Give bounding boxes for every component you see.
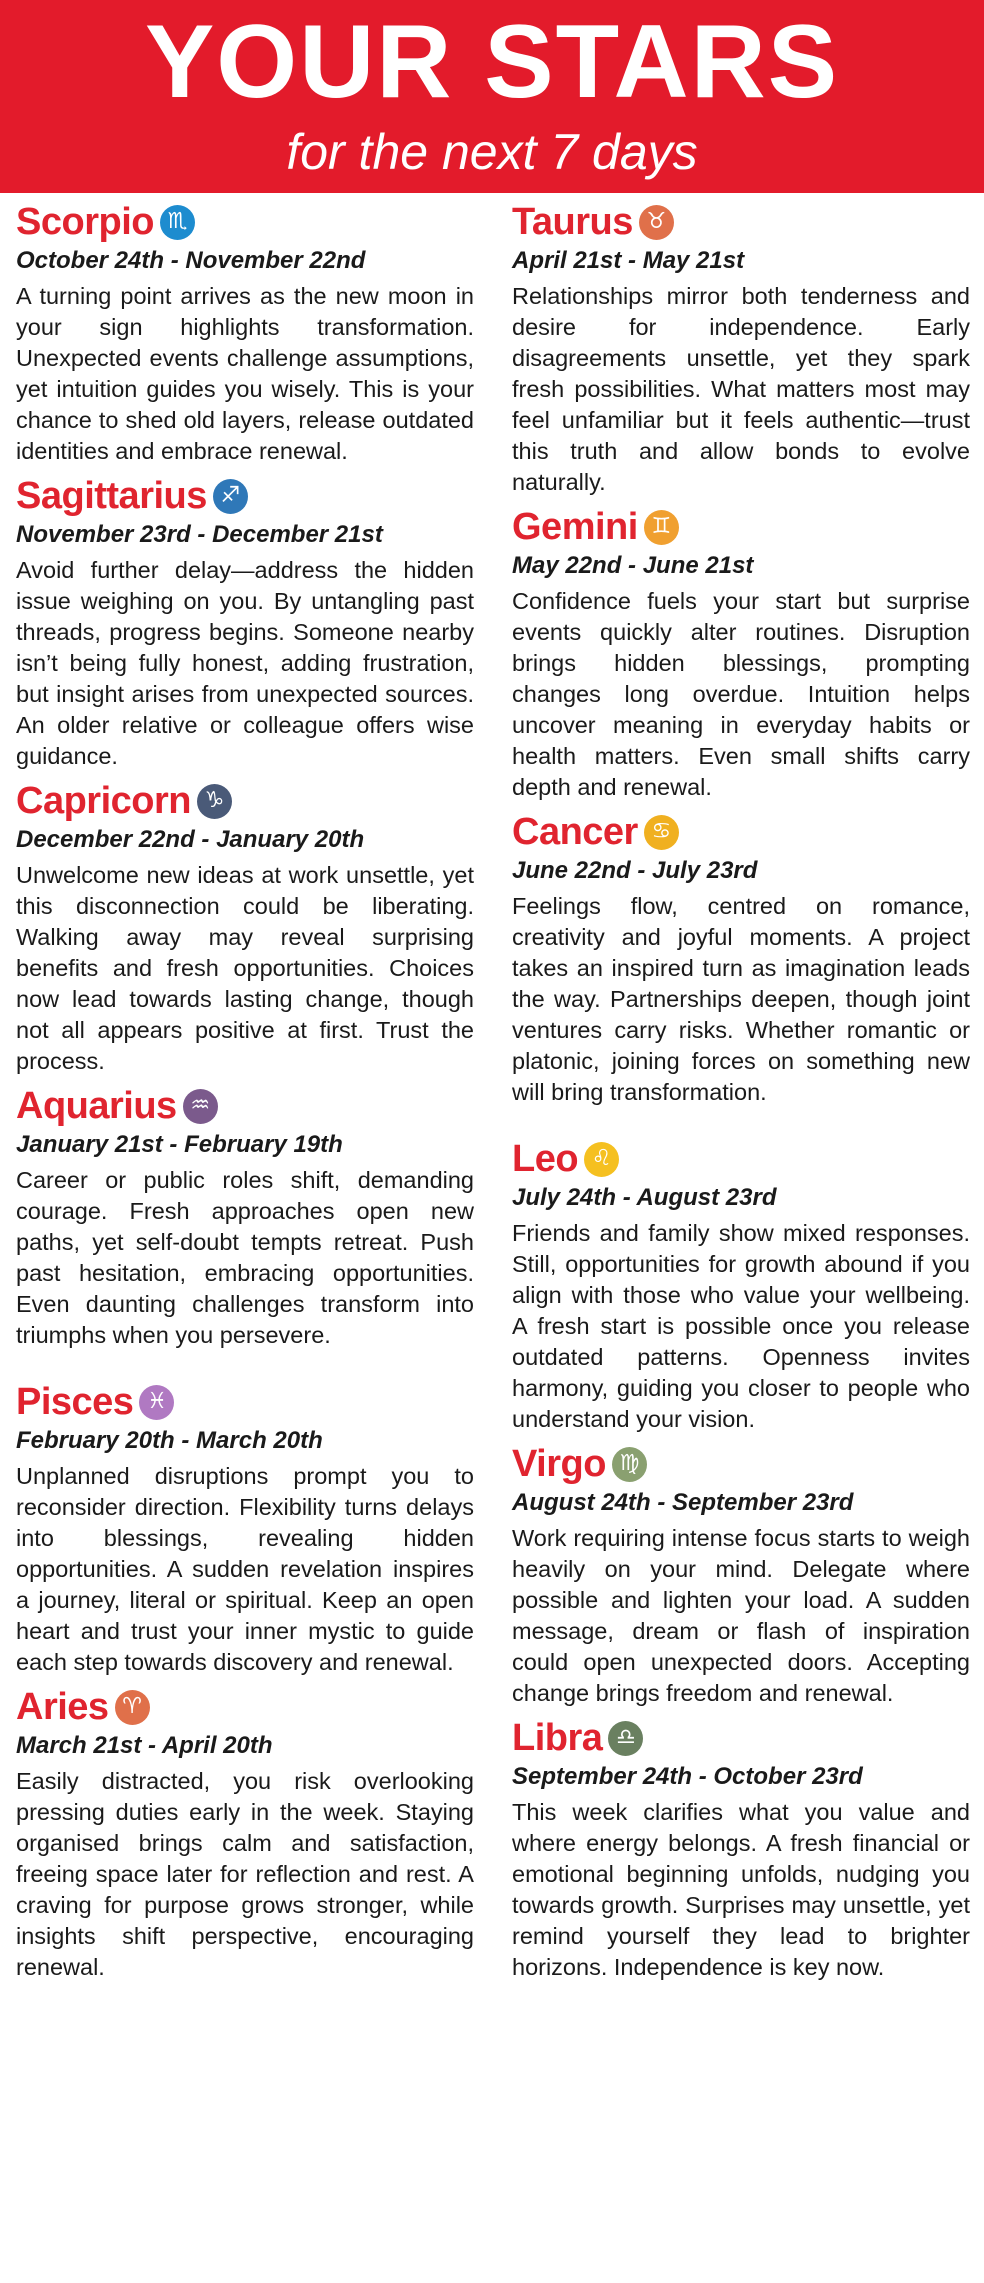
sign-gemini — [512, 502, 970, 803]
sign-name: Scorpio — [16, 200, 154, 243]
left-column — [16, 193, 474, 1983]
sign-name: Pisces — [16, 1380, 134, 1423]
sign-dates: September 24th - October 23rd — [512, 1763, 863, 1790]
sign-heading — [16, 471, 474, 521]
sign-dates: June 22nd - July 23rd — [512, 857, 758, 884]
sign-name: Aries — [16, 1685, 109, 1728]
sign-heading — [512, 1713, 970, 1763]
sign-heading — [16, 1377, 474, 1427]
sign-heading — [512, 197, 970, 247]
taurus-icon: ♉ — [639, 205, 674, 240]
pisces-icon: ♓ — [139, 1385, 174, 1420]
sign-name: Leo — [512, 1137, 579, 1180]
capricorn-icon: ♑ — [197, 784, 232, 819]
horoscope-columns — [0, 193, 984, 1983]
page-title: YOUR STARS — [144, 4, 840, 120]
aries-icon: ♈ — [115, 1690, 150, 1725]
virgo-icon: ♍ — [612, 1447, 647, 1482]
sign-forecast: Feelings flow, centred on romance, creativity and joyful moments. A project takes an inspired turn as imagination leads the way. Partnerships deepen, though joint ventures carry risks. Whether romantic or platonic, joining forces on something new will bring transformation. — [512, 893, 970, 1105]
sign-name: Libra — [512, 1716, 603, 1759]
sign-dates: August 24th - September 23rd — [512, 1489, 854, 1516]
right-column — [512, 193, 970, 1983]
sign-sagittarius — [16, 471, 474, 772]
aquarius-icon: ♒ — [183, 1089, 218, 1124]
sign-aquarius — [16, 1081, 474, 1351]
sign-capricorn — [16, 776, 474, 1077]
sign-heading — [16, 1081, 474, 1131]
sign-name: Gemini — [512, 505, 638, 548]
sign-name: Taurus — [512, 200, 633, 243]
sign-dates: December 22nd - January 20th — [16, 826, 365, 853]
sign-heading — [16, 776, 474, 826]
sign-forecast: A turning point arrives as the new moon in your sign highlights transformation. Unexpected events challenge assumptions, yet intuition guides you wisely. This is your chance to shed old layers, release outdated identities and embrace renewal. — [16, 283, 474, 464]
sign-leo — [512, 1134, 970, 1435]
sign-forecast: Easily distracted, you risk overlooking pressing duties early in the week. Staying organised brings calm and satisfaction, freeing space later for reflection and rest. A craving for purpose grows stronger, while insights shift perspective, encouraging renewal. — [16, 1768, 474, 1980]
sign-forecast: Unwelcome new ideas at work unsettle, yet this disconnection could be liberating. Walking away may reveal surprising benefits and fresh opportunities. Choices now lead towards lasting change, though not all appears positive at first. Trust the process. — [16, 862, 474, 1074]
sign-name: Capricorn — [16, 779, 191, 822]
sign-aries — [16, 1682, 474, 1983]
leo-icon: ♌ — [584, 1142, 619, 1177]
sagittarius-icon: ♐ — [213, 479, 248, 514]
sign-forecast: Relationships mirror both tenderness and desire for independence. Early disagreements unsettle, yet they spark fresh possibilities. What matters most may feel unfamiliar but it feels authentic—trust this truth and allow bonds to evolve naturally. — [512, 283, 970, 495]
sign-heading — [512, 502, 970, 552]
sign-forecast: Confidence fuels your start but surprise events quickly alter routines. Disruption brings hidden blessings, prompting changes long overdue. Intuition helps uncover meaning in everyday habits or health matters. Even small shifts carry depth and renewal. — [512, 588, 970, 800]
sign-heading — [512, 1439, 970, 1489]
sign-forecast: Friends and family show mixed responses. Still, opportunities for growth abound if you align with those who value your wellbeing. A fresh start is possible once you release outdated patterns. Openness invites harmony, guiding you closer to people who understand your vision. — [512, 1220, 970, 1432]
sign-forecast: Unplanned disruptions prompt you to reconsider direction. Flexibility turns delays into blessings, revealing hidden opportunities. A sudden revelation inspires a journey, literal or spiritual. Keep an open heart and trust your inner mystic to guide each step towards discovery and renewal. — [16, 1463, 474, 1675]
sign-forecast: Work requiring intense focus starts to weigh heavily on your mind. Delegate where possible and lighten your load. A sudden message, dream or flash of inspiration could open unexpected doors. Accepting change brings freedom and renewal. — [512, 1525, 970, 1706]
cancer-icon: ♋ — [644, 815, 679, 850]
libra-icon: ♎ — [608, 1721, 643, 1756]
sign-dates: May 22nd - June 21st — [512, 552, 754, 579]
sign-libra — [512, 1713, 970, 1983]
sign-forecast: Avoid further delay—address the hidden issue weighing on you. By untangling past threads, progress begins. Someone nearby isn’t being fully honest, adding frustration, but insight arises from unexpected sources. An older relative or colleague offers wise guidance. — [16, 557, 474, 769]
sign-taurus — [512, 197, 970, 498]
sign-name: Aquarius — [16, 1084, 177, 1127]
sign-dates: March 21st - April 20th — [16, 1732, 273, 1759]
sign-forecast: This week clarifies what you value and where energy belongs. A fresh financial or emotional beginning unfolds, nudging you towards growth. Surprises may unsettle, yet remind yourself they lead to brighter horizons. Independence is key now. — [512, 1799, 970, 1980]
sign-cancer — [512, 807, 970, 1108]
sign-dates: February 20th - March 20th — [16, 1427, 323, 1454]
sign-pisces — [16, 1377, 474, 1678]
sign-dates: April 21st - May 21st — [512, 247, 745, 274]
sign-name: Cancer — [512, 810, 638, 853]
sign-scorpio — [16, 197, 474, 467]
sign-dates: October 24th - November 22nd — [16, 247, 366, 274]
header-banner — [0, 0, 984, 193]
sign-heading — [512, 1134, 970, 1184]
gemini-icon: ♊ — [644, 510, 679, 545]
sign-name: Virgo — [512, 1442, 606, 1485]
sign-virgo — [512, 1439, 970, 1709]
page-subtitle: for the next 7 days — [286, 124, 698, 180]
sign-heading — [512, 807, 970, 857]
sign-forecast: Career or public roles shift, demanding courage. Fresh approaches open new paths, yet self-doubt tempts retreat. Push past hesitation, embracing opportunities. Even daunting challenges transform into triumphs when you persevere. — [16, 1167, 474, 1348]
sign-heading — [16, 197, 474, 247]
sign-heading — [16, 1682, 474, 1732]
sign-dates: November 23rd - December 21st — [16, 521, 383, 548]
sign-dates: July 24th - August 23rd — [512, 1184, 777, 1211]
scorpio-icon: ♏ — [160, 205, 195, 240]
sign-name: Sagittarius — [16, 474, 207, 517]
sign-dates: January 21st - February 19th — [16, 1131, 343, 1158]
